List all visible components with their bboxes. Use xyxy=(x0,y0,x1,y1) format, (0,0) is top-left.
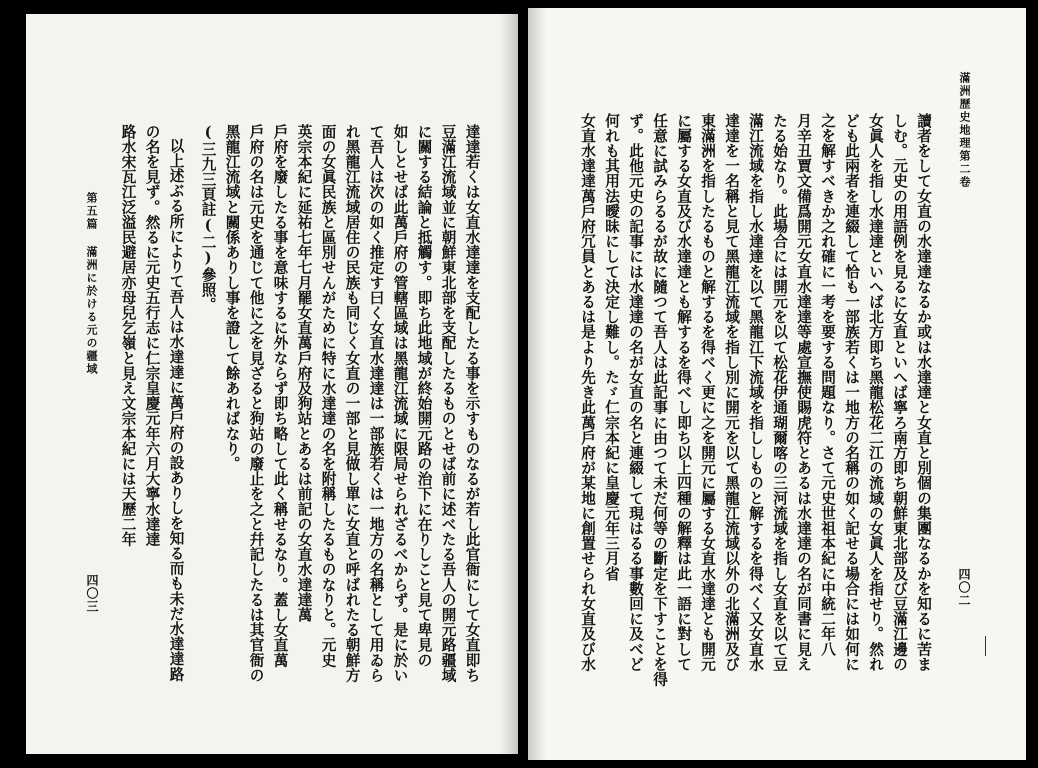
left-line-2: 豆滿江流域並に朝鮮東北部を支配したるものとせば前に述べたる吾人の開元路疆域 xyxy=(439,124,457,683)
right-line-14: 何れも其用法曖昧にして決定し難し。たゞ仁宗本紀に皇慶元年三月省 xyxy=(603,113,620,582)
left-page-gutter-shadow xyxy=(500,14,518,754)
left-page xyxy=(26,14,518,754)
right-line-12: 任意に試みらるるが故に隨つて吾人は此記事に由つて未だ何等の斷定を下すことを得 xyxy=(651,113,668,687)
right-line-9: 達達を一名稱と見て黑龍江流域を指し別に開元を以て黑龍江流域以外の北滿洲及び xyxy=(723,113,740,672)
right-line-11: に屬する女直及び水達達とも解するを得べし即ち以上四種の解釋は此一語に對して xyxy=(675,113,692,672)
left-page-number: 四〇三 xyxy=(85,574,99,613)
right-page xyxy=(528,8,1026,760)
left-line-10: 戶府の名は元史を通じて他に之を見ざると狗站の廢止を之と幷記したるは其官衙の xyxy=(247,124,265,683)
right-line-6: 月辛丑賈文備爲開元女直水達達等處宣撫使賜虎符とあるは水達達の名が同書に見え xyxy=(795,113,812,672)
left-line-6: れ黑龍江流域居住の民族も同じく女直の一部と見做し單に女直と呼ばれたる朝鮮方 xyxy=(343,124,361,683)
left-line-9: 戶府を廢したる事を意味するに外ならず即ち略して此く稱せるなり。蓋し女直萬 xyxy=(271,124,289,668)
left-line-13: 以上述ぶる所によりて吾人は水達達に萬戶府の設ありしを知る而も未だ水達達路 xyxy=(167,138,185,682)
left-line-15: 路水宋瓦江泛溢民避居亦母兒乞嶺と見え文宗本紀には天歷二年 xyxy=(119,124,137,547)
right-line-5: 之を解すべきか之れ確に一考を要する問題なり。さて元史世祖本紀に中統二年八 xyxy=(819,113,836,657)
right-line-1: 讀者をして女直の水達達なるか或は水達達と女直と別個の集團なるかを知るに苦ま xyxy=(915,113,932,672)
right-line-8: 滿江流域を指し水達達を以て黑龍江下流域を指ししものと解するを得べく又女直水 xyxy=(747,113,764,672)
right-page-number: 四〇二 xyxy=(957,568,971,607)
right-line-7: たる始なり。此場合には開元を以て松花伊通瑚爾喀の三河流域を指し女直を以て豆 xyxy=(771,113,788,672)
right-page-gutter-shadow xyxy=(528,8,546,760)
right-line-2: しむ。元史の用語例を見るに女直といへば寧ろ南方即ち朝鮮東北部及び豆滿江邊の xyxy=(891,113,908,672)
left-line-12: (三九三頁註(二)參照。 xyxy=(199,124,217,313)
right-running-header: 滿洲歷史地理第二卷 xyxy=(958,72,971,189)
left-line-11: 黑龍江流域と關係ありし事を證して餘あればなり。 xyxy=(223,124,241,472)
right-line-13: ず。此他元史の記事には水達達の名が女直の名と連綴して現はるる事數回に及べど xyxy=(627,113,644,672)
right-line-3: 女眞人を指し水達達といへば北方即ち黑龍松花二江の流域の女眞人を指せり。然れ xyxy=(867,113,884,672)
right-line-15: 女直水達達萬戶府冗員とあるは是より先き此萬戶府が某地に創置せられ女直及び水 xyxy=(579,113,596,672)
left-line-5: て吾人は次の如く推定す曰く女直水達達は一部族若くは一地方の名稱として用ゐら xyxy=(367,124,385,683)
left-line-3: に關する結論と抵觸す。即ち此地域が終始開元路の治下に在りしこと見て卑見の xyxy=(415,124,433,668)
right-page-edge-mark xyxy=(985,636,986,656)
right-line-10: 東滿洲を指したるものと解するを得べく更に之を開元に屬する女直水達達とも開元 xyxy=(699,113,716,672)
right-line-4: ども此兩者を連綴して恰も一部族若くは一地方の名稱の如く記せる場合には如何に xyxy=(843,113,860,672)
left-line-14: の名を見ず。然るに元史五行志に仁宗皇慶元年六月大寧水達達 xyxy=(143,124,161,547)
left-running-header: 第五篇 滿洲に於ける元の疆域 xyxy=(85,192,98,376)
left-line-7: 面の女眞民族と區別せんがために特に水達達の名を附稱したるものなりと。元史 xyxy=(319,124,337,668)
left-line-1: 達達若くは女直水達達を支配したる事を示すものなるが若し此官衙にして女直即ち xyxy=(463,124,481,683)
left-line-4: 如しとせば此萬戶府の管轄區域は黑龍江流域に限局せられざるべからず。是に於い xyxy=(391,124,409,683)
left-line-8: 英宗本紀に延祐七年七月罷女直萬戶府及狗站とあるは前記の女直水達達萬 xyxy=(295,124,313,623)
